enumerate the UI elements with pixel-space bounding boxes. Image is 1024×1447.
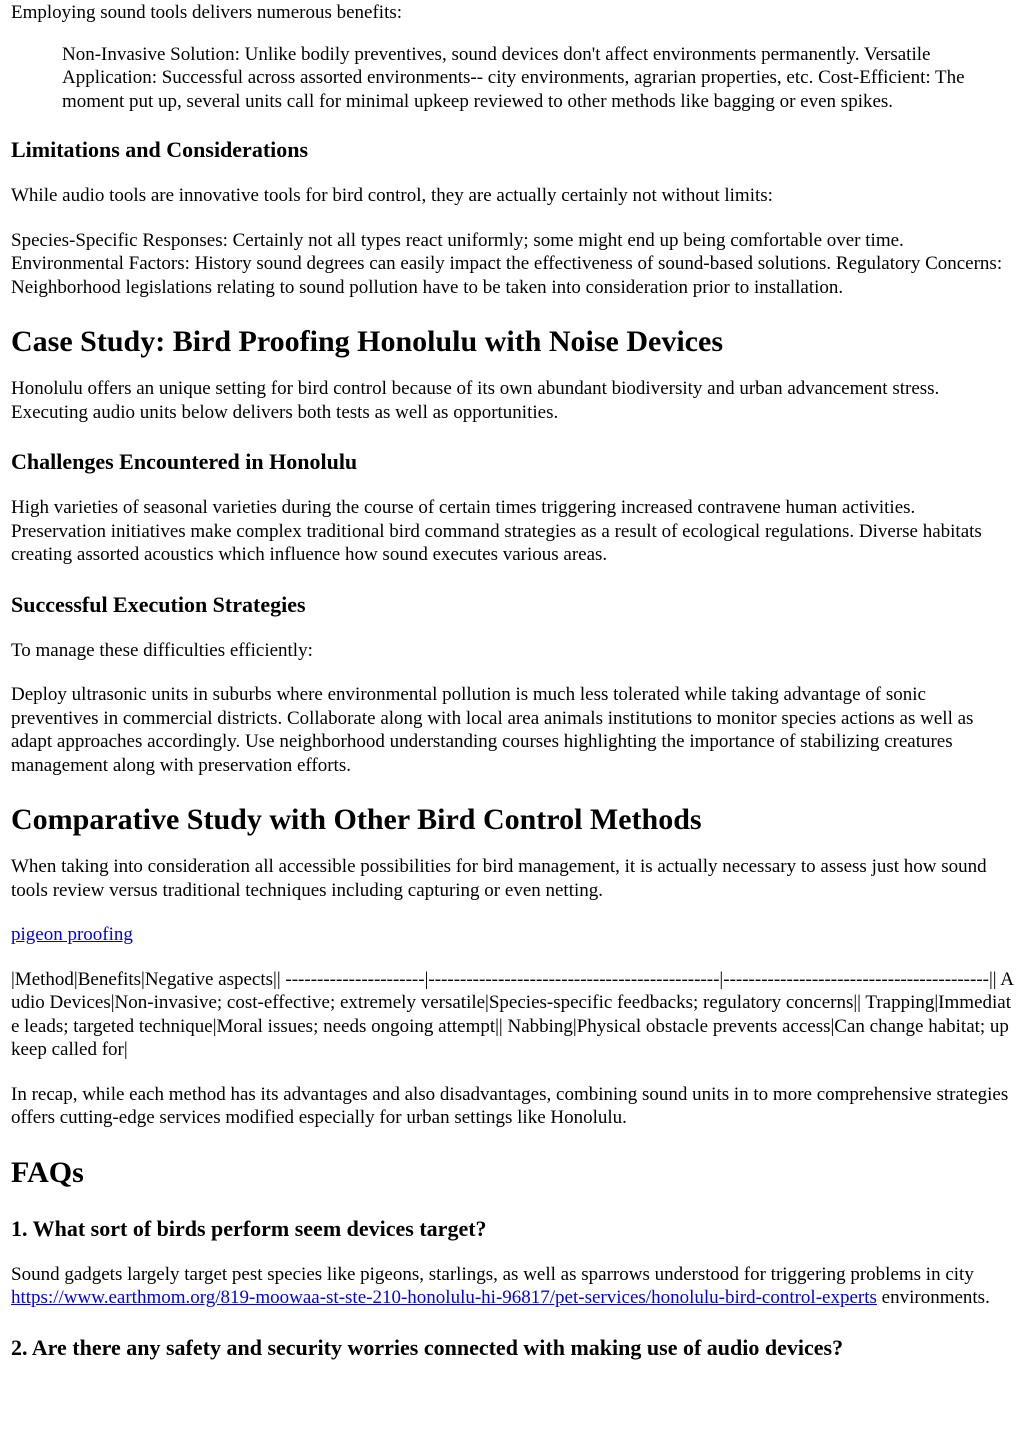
limitations-heading: Limitations and Considerations [11,137,309,162]
comparative-intro: When taking into consideration all accessible possibilities for bird management, it is actually necessary to assess just how sound tools review versus traditional techniques including capturing or even netting. [11,856,987,901]
limitations-body: Species-Specific Responses: Certainly not all types react uniformly; some might end up being comfortable over time. Environmental Factors: History sound degrees can easily impact the effectiveness of sound-based solutions. Regulatory Concerns: Neighborhood legislations relating to sound pollution have to be taken into consideration prior to installation. [11,229,1003,298]
pigeon-proofing-link[interactable]: pigeon proofing [11,924,133,945]
strategies-body: Deploy ultrasonic units in suburbs where environmental pollution is much less tolerated while taking advantage of sonic preventives in commercial districts. Collaborate along with local area animals institutions to monitor species actions as well as adapt approaches accordingly. Use neighborhood understanding courses highlighting the importance of stabilizing creatures management along with preservation efforts. [11,684,974,776]
pigeon-proofing-paragraph [11,923,1014,947]
faq-answer-1-end: environments. [876,1287,990,1308]
faqs-heading: FAQs [11,1155,84,1189]
benefits-intro: Employing sound tools delivers numerous benefits: [11,2,403,23]
faq-answer-1 [11,1263,1014,1310]
benefits-quote: Non-Invasive Solution: Unlike bodily preventives, sound devices don't affect environments permanently. Versatile Application: Successful across assorted environments-- city environments, agrarian properties, etc. Cost-Efficient: The moment put up, several units call for minimal upkeep reviewed to other methods like bagging or even spikes. [62,43,965,112]
faq-answer-1-text: Sound gadgets largely target pest species like pigeons, starlings, as well as sparrows understood for triggering problems in city [11,1263,974,1285]
challenges-body: High varieties of seasonal varieties during the course of certain times triggering increased contravene human activities. Preservation initiatives make complex traditional bird command strategies as a result of ecological regulations. Diverse habitats creating assorted acoustics which influence how sound executes various areas. [11,497,982,565]
case-study-intro: Honolulu offers an unique setting for bird control because of its own abundant biodiversity and urban advancement stress. Executing audio units below delivers both tests as well as opportunities. [11,378,940,423]
article-body [0,1,1024,1361]
strategies-intro: To manage these difficulties efficiently: [11,639,313,661]
faq-question-1: 1. What sort of birds perform seem devices target? [11,1215,487,1241]
limitations-intro: While audio tools are innovative tools for bird control, they are actually certainly not without limits: [11,185,773,206]
comparison-table-text: |Method|Benefits|Negative aspects|| ----------------------|----------------------------------------------|------------------------------------------|| Audio Devices|Non-invasive; cost-effective; extremely versatile|Species-specific feedbacks; regulatory concerns|| Trapping|Immediate leads; targeted technique|Moral issues; needs ongoing attempt|| Nabbing|Physical obstacle prevents access|Can change habitat; upkeep called for| [11,968,1015,1060]
strategies-heading: Successful Execution Strategies [11,591,306,617]
comparative-recap: In recap, while each method has its advantages and also disadvantages, combining sound units in to more comprehensive strategies offers cutting-edge services modified especially for urban settings like Honolulu. [11,1083,1009,1128]
comparative-heading: Comparative Study with Other Bird Control Methods [11,803,702,836]
case-study-heading: Case Study: Bird Proofing Honolulu with Noise Devices [11,325,723,358]
faq-question-2: 2. Are there any safety and security worries connected with making use of audio devices? [11,1334,844,1360]
earthmom-link[interactable]: https://www.earthmom.org/819-moowaa-st-ste-210-honolulu-hi-96817/pet-services/honolulu-bird-control-experts [11,1287,877,1308]
challenges-heading: Challenges Encountered in Honolulu [11,449,358,474]
